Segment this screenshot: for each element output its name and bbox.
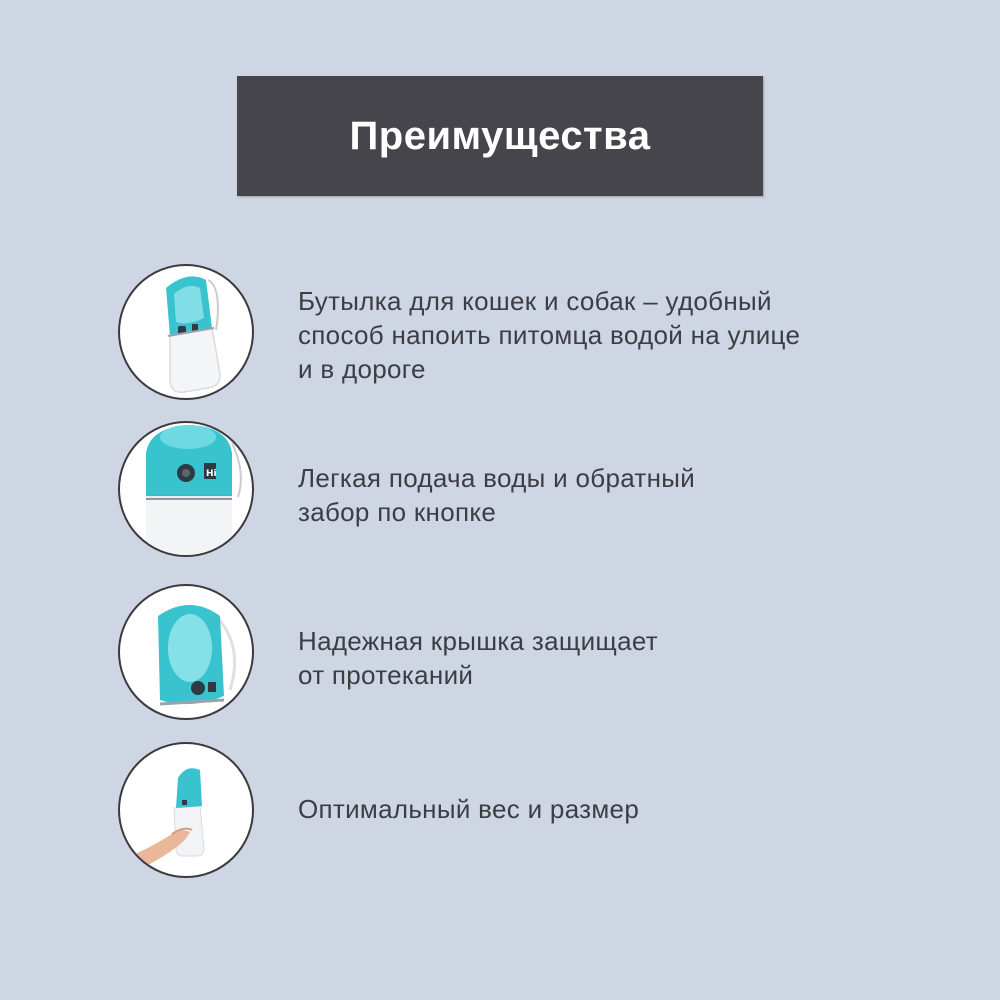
feature-text: Оптимальный вес и размер: [298, 794, 640, 824]
hand-holding-bottle-icon: [118, 742, 254, 878]
bottle-lid-icon: [118, 584, 254, 720]
bottle-button-closeup-icon: [118, 421, 254, 557]
feature-item-portable-bottle: [118, 264, 978, 400]
feature-text: Бутылка для кошек и собак – удобный способ напоить питомца водой на улице и в дороге: [298, 286, 801, 384]
feature-item-button-feed: [118, 421, 978, 557]
feature-item-leakproof-lid: [118, 584, 978, 720]
bottle-icon: [118, 264, 254, 400]
feature-text: Легкая подача воды и обратный забор по кнопке: [298, 463, 696, 527]
page-title: Преимущества: [349, 113, 651, 158]
title-banner: [237, 76, 763, 196]
feature-text: Надежная крышка защищает от протеканий: [298, 626, 658, 690]
feature-item-weight-size: [118, 742, 978, 878]
svg-text:Hi: Hi: [206, 469, 217, 479]
